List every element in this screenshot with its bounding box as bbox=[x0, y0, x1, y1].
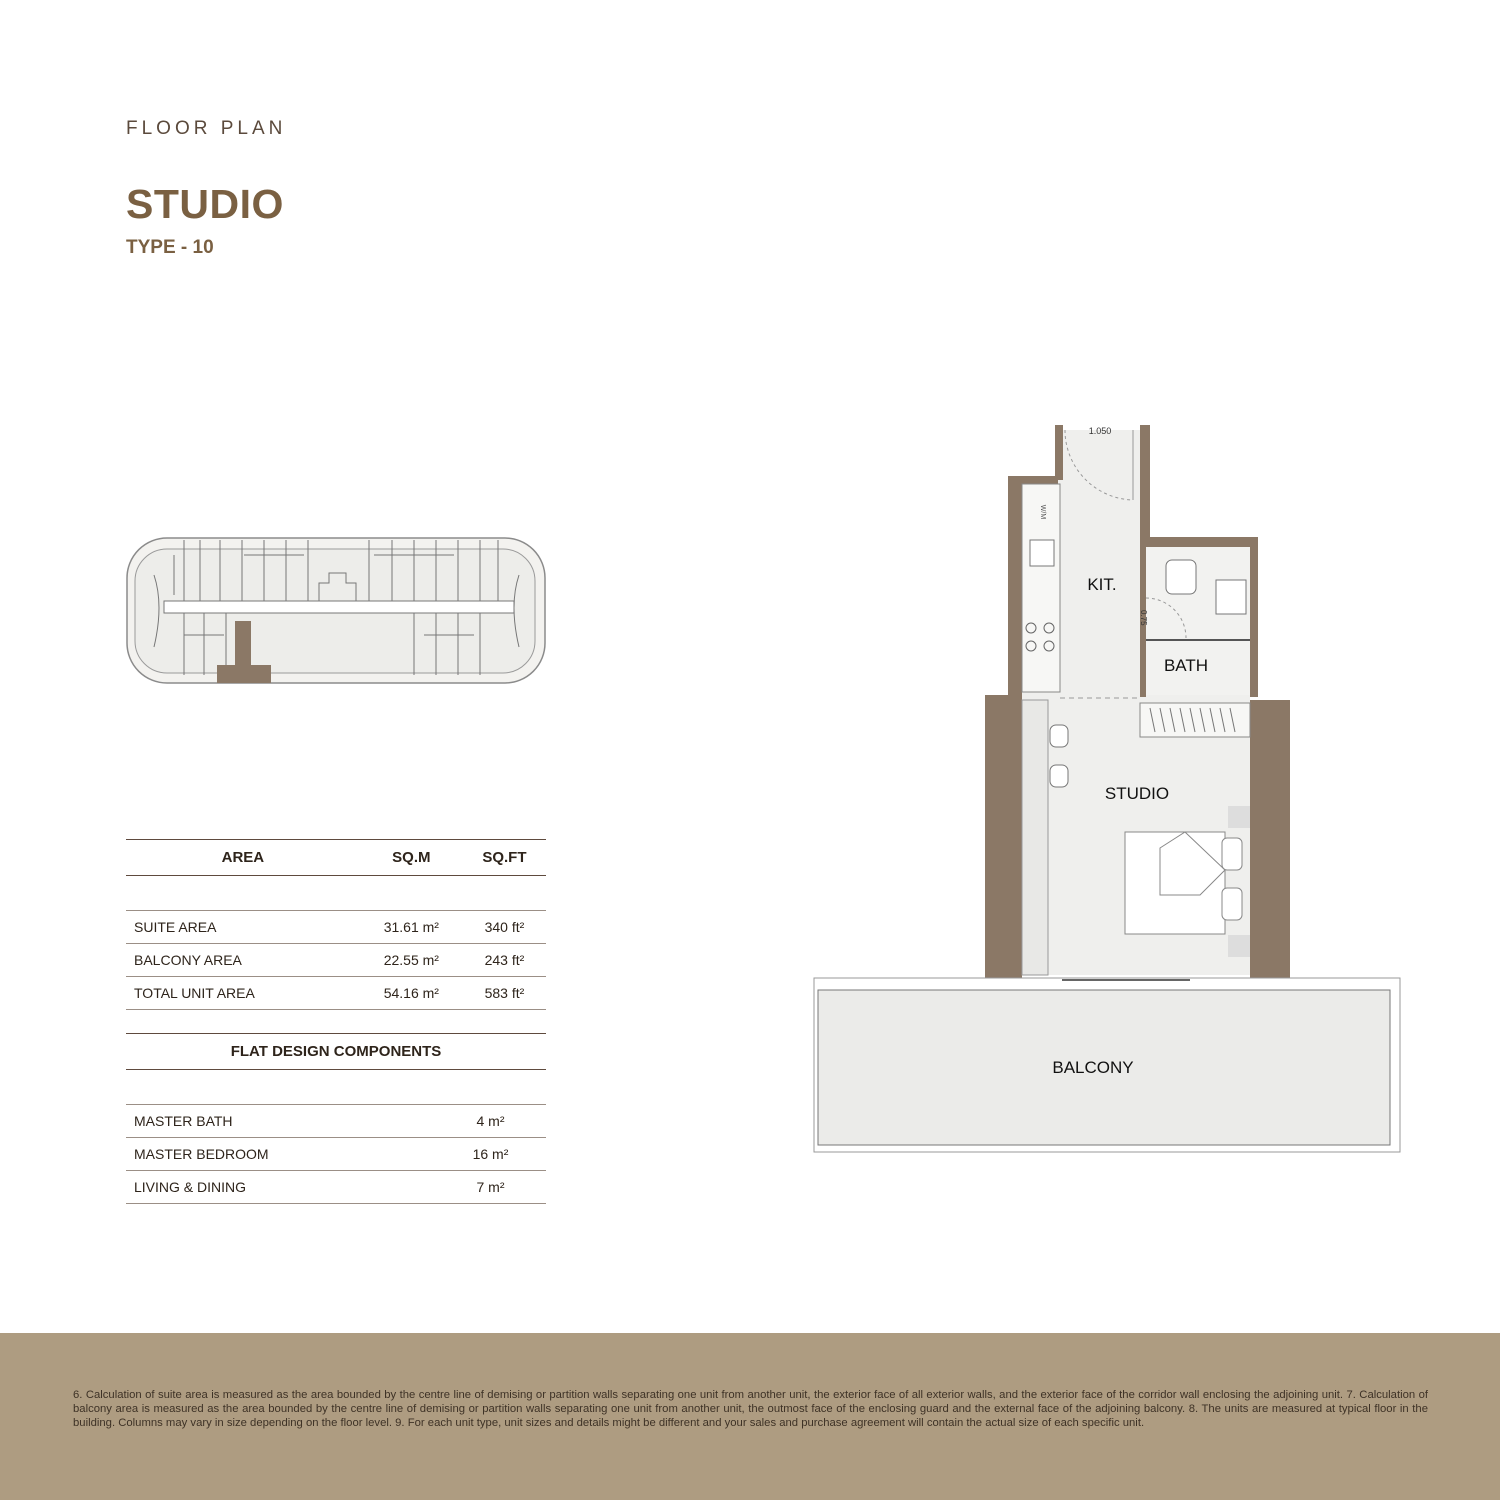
room-label-balcony: BALCONY bbox=[1052, 1058, 1134, 1077]
room-label-studio: STUDIO bbox=[1104, 784, 1170, 803]
room-label-kitchen: KIT. bbox=[1087, 575, 1117, 594]
table-row bbox=[126, 1138, 546, 1171]
unit-title: STUDIO bbox=[126, 181, 284, 227]
table-row bbox=[126, 911, 546, 944]
col-sqft: SQ.FT bbox=[463, 840, 546, 876]
row-label: LIVING & DINING bbox=[126, 1171, 435, 1204]
row-sqm: 54.16 m² bbox=[360, 977, 463, 1010]
table-row bbox=[126, 1105, 546, 1138]
table-row bbox=[126, 1171, 546, 1204]
floor-plan bbox=[800, 415, 1410, 1165]
row-sqm: 22.55 m² bbox=[360, 944, 463, 977]
unit-type: TYPE - 10 bbox=[126, 237, 214, 258]
washer-label: W/M bbox=[1039, 504, 1046, 520]
row-sqft: 243 ft² bbox=[463, 944, 546, 977]
row-label: TOTAL UNIT AREA bbox=[126, 977, 360, 1010]
row-label: BALCONY AREA bbox=[126, 944, 360, 977]
row-sqm: 31.61 m² bbox=[360, 911, 463, 944]
row-sqft: 583 ft² bbox=[463, 977, 546, 1010]
bath-door-dimension: 0.75 bbox=[1139, 610, 1148, 626]
area-table bbox=[126, 839, 546, 1010]
row-value: 7 m² bbox=[435, 1171, 546, 1204]
key-plan bbox=[124, 535, 549, 685]
row-sqft: 340 ft² bbox=[463, 911, 546, 944]
table-row bbox=[126, 977, 546, 1010]
table-row bbox=[126, 944, 546, 977]
room-label-bath: BATH bbox=[1163, 656, 1209, 675]
col-area: AREA bbox=[126, 840, 360, 876]
components-header: FLAT DESIGN COMPONENTS bbox=[126, 1034, 546, 1070]
row-value: 16 m² bbox=[435, 1138, 546, 1171]
col-sqm: SQ.M bbox=[360, 840, 463, 876]
section-eyebrow: FLOOR PLAN bbox=[126, 118, 287, 139]
row-label: MASTER BATH bbox=[126, 1105, 435, 1138]
door-dimension: 1.050 bbox=[1088, 426, 1112, 436]
footnote-text: 6. Calculation of suite area is measured as the area bounded by the centre line of demising or partition walls separating one unit from another unit, the exterior face of all exterior walls, and the exterior face of the corridor wall enclosing the adjoining unit. 7. Calculation of balcony area is measured as the area bounded by the centre line of demising or partition walls separating one unit from another unit, the outmost face of the enclosing guard and the external face of the adjoining balcony. 8. The units are measured at typical floor in the building. Columns may vary in size depending on the floor level. 9. For each unit type, unit sizes and details might be different and your sales and purchase agreement will contain the actual size of each specific unit. bbox=[73, 1389, 1428, 1429]
components-table bbox=[126, 1033, 546, 1204]
row-label: SUITE AREA bbox=[126, 911, 360, 944]
row-label: MASTER BEDROOM bbox=[126, 1138, 435, 1171]
row-value: 4 m² bbox=[435, 1105, 546, 1138]
